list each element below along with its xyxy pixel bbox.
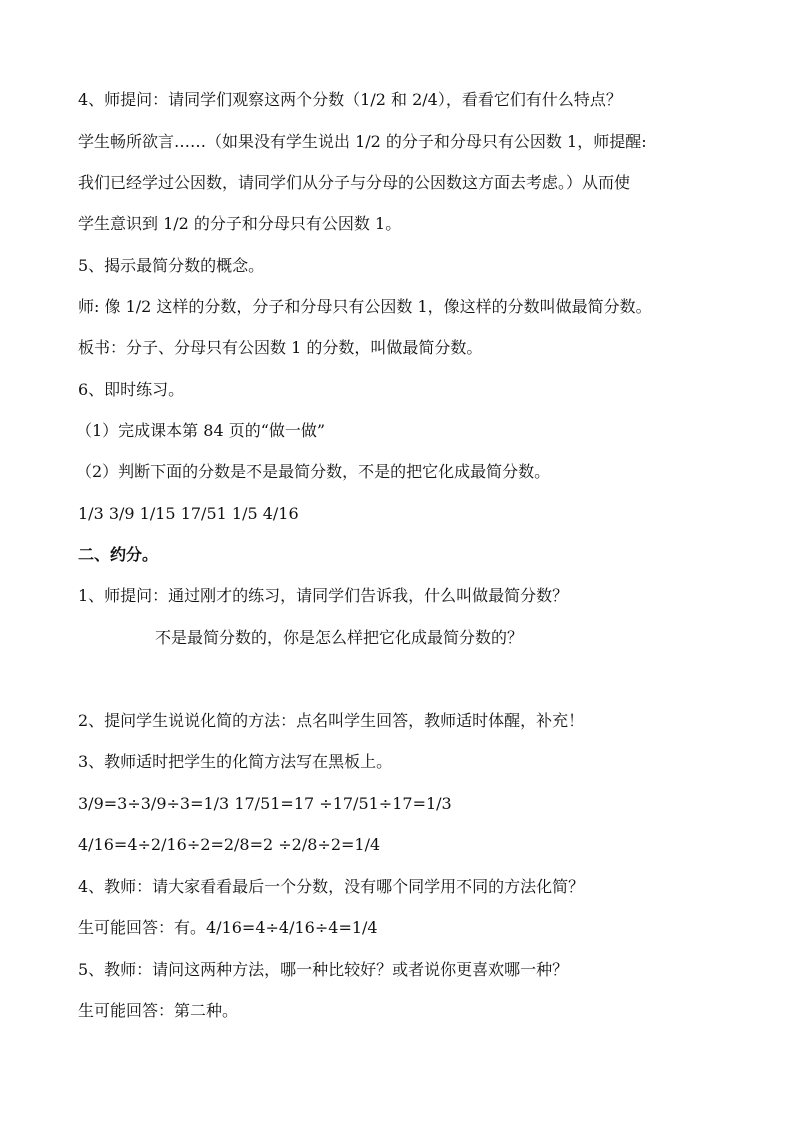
fraction-list: 1/3 3/9 1/15 17/51 1/5 4/16 [78,504,299,523]
text-line: 5、揭示最简分数的概念。 [78,256,265,275]
section-heading: 二、约分。 [78,545,159,564]
text-line: （1）完成课本第 84 页的“做一做” [76,421,326,440]
text-line: 2、提问学生说说化简的方法：点名叫学生回答，教师适时体醒，补充！ [78,711,585,730]
text-line: 生可能回答：有。4/16=4÷4/16÷4=1/4 [78,918,378,937]
text-line: 1、师提问：通过刚才的练习，请同学们告诉我，什么叫做最简分数？ [78,586,569,605]
text-line: 不是最简分数的，你是怎么样把它化成最简分数的？ [155,628,524,647]
text-line: 3、教师适时把学生的化简方法写在黑板上。 [78,752,393,771]
text-line: 4、师提问：请同学们观察这两个分数（1/2 和 2/4），看看它们有什么特点？ [78,90,622,109]
text-line: 4、教师：请大家看看最后一个分数，没有哪个同学用不同的方法化简？ [78,877,585,896]
text-line: 师: 像 1/2 这样的分数，分子和分母只有公因数 1，像这样的分数叫做最简分数。 [78,297,652,316]
equation-line: 3/9=3÷3/9÷3=1/3 17/51=17 ÷17/51÷17=1/3 [78,794,452,813]
text-line: 板书：分子、分母只有公因数 1 的分数，叫做最简分数。 [78,338,483,357]
text-line: 5、教师：请问这两种方法，哪一种比较好？或者说你更喜欢哪一种？ [78,960,569,979]
equation-line: 4/16=4÷2/16÷2=2/8=2 ÷2/8÷2=1/4 [78,835,381,854]
text-line: 学生畅所欲言……（如果没有学生说出 1/2 的分子和分母只有公因数 1，师提醒: [78,132,647,151]
text-line: 6、即时练习。 [78,380,185,399]
text-line: （2）判断下面的分数是不是最简分数，不是的把它化成最简分数。 [76,462,551,481]
text-line: 生可能回答：第二种。 [78,1001,239,1020]
text-line: 我们已经学过公因数，请同学们从分子与分母的公因数这方面去考虑。）从而使 [78,173,631,192]
text-line: 学生意识到 1/2 的分子和分母只有公因数 1。 [78,214,402,233]
